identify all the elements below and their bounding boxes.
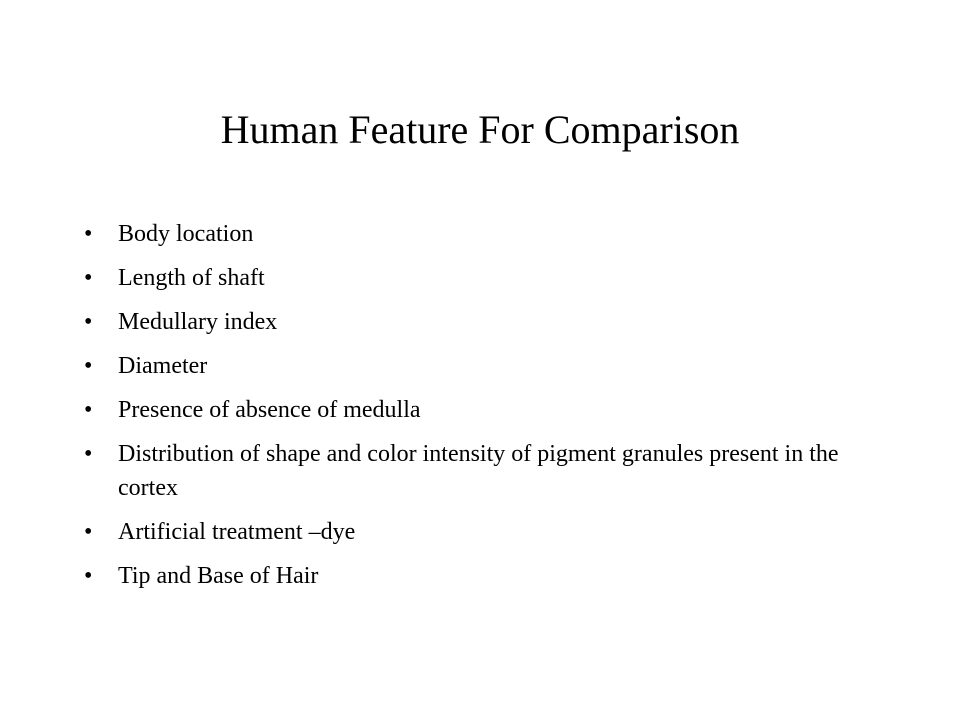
bullet-text: Medullary index bbox=[118, 309, 278, 335]
bullet-list bbox=[84, 217, 844, 603]
bullet-item bbox=[84, 261, 844, 295]
bullet-icon: • bbox=[84, 397, 93, 423]
bullet-item bbox=[84, 305, 844, 339]
bullet-text: Diameter bbox=[118, 353, 208, 379]
bullet-item bbox=[84, 437, 844, 505]
bullet-item bbox=[84, 349, 844, 383]
bullet-text: Artificial treatment –dye bbox=[118, 519, 356, 545]
bullet-text: Tip and Base of Hair bbox=[118, 563, 319, 589]
bullet-icon: • bbox=[84, 441, 93, 467]
bullet-text: Distribution of shape and color intensity of pigment granules present in the cortex bbox=[118, 441, 839, 501]
bullet-text: Length of shaft bbox=[118, 265, 265, 291]
bullet-item bbox=[84, 217, 844, 251]
slide-title: Human Feature For Comparison bbox=[220, 107, 740, 152]
bullet-icon: • bbox=[84, 353, 93, 379]
bullet-item bbox=[84, 559, 844, 593]
bullet-icon: • bbox=[84, 309, 93, 335]
bullet-text: Presence of absence of medulla bbox=[118, 397, 421, 423]
bullet-item bbox=[84, 515, 844, 549]
bullet-icon: • bbox=[84, 265, 93, 291]
bullet-icon: • bbox=[84, 519, 93, 545]
bullet-icon: • bbox=[84, 563, 93, 589]
bullet-item bbox=[84, 393, 844, 427]
bullet-text: Body location bbox=[118, 221, 254, 247]
bullet-icon: • bbox=[84, 221, 93, 247]
